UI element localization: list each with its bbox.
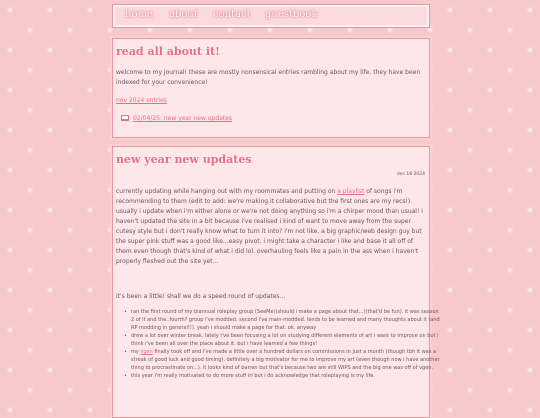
journal-intro-text: welcome to my journal! these are mostly nonsensical entries rambling about my life. they have been indexed for your convenience! [116,69,421,86]
post-panel [112,146,440,418]
entry-link[interactable]: 02/04/25: new year new updates [133,115,233,122]
journal-title: read all about it! [116,45,220,58]
update-list [113,308,441,380]
speed-round-intro: it's been a little! shall we do a speed round of updates... [116,293,286,300]
list-item: • ran the first round of my biannual roleplay group (SeeMe)(should i make a page about that...)(that'd be fun). it was season 2 of it and the..fourth? group i've modded. second i've main-modded. lends to be learned and many thoughts about it (and RP modding in general!!). yeah i should make a page for that. ok. anyway [131,308,441,332]
nav-contact-link[interactable]: contact [213,9,251,20]
vgen-link[interactable]: vgen [140,349,153,355]
category-link[interactable]: nov 2024 entries [116,97,167,104]
post-body: currently updating while hanging out with my roommates and putting on a playlist of songs i'm recommending to them (edit to add: we're making it collaborative but the first ones are my recs!). usually i update when i'm either alone or we're not doing anything so i'm a chirper mood than usual! i haven't updated the site in a bit because i've realised i kind of want to move away from the super cutesy style but i don't really know what to turn it into? i'm not like, a big graphic/web design guy but the super pink stuff was a good like...easy pivot. i might take a character i like and base it all off of them even though that's kind of what i did lol. overhauling feels like a pain in the ass when i haven't properly fleshed out the site yet... [116,188,423,265]
nav-home-link[interactable]: home [125,9,153,20]
list-item: • drew a lot over winter break. lately i've been focusing a lot on studying different elements of art i want to improve on but i think i've been all over the place about it. but i have learned a few things! [131,332,441,348]
list-item-text: finally took off and i've made a little over a hundred dollars on commissions in just a month (though tbh it was a streak of good luck and good timing). definitely a big motivator for me to improve my art (even though now i have another thing to procrastinate on...). it looks kind of barren but that's because two are still WIPS and the big one was off of vgen. [131,349,440,371]
envelope-icon [121,115,129,121]
post-date: dec 18 2024 [396,172,425,177]
nav-guestbook-link[interactable]: guestbook [265,9,318,20]
nav-about-link[interactable]: about [169,9,198,20]
journal-index-panel [112,38,430,138]
list-item: • this year i'm really motivated to do more stuff irl but i do acknowledge that roleplaying is my life. [131,372,441,380]
list-item: • my vgen finally took off and i've made a little over a hundred dollars on commissions in just a month (though tbh it was a streak of good luck and good timing). definitely a big motivator for me to improve my art (even though now i have another thing to procrastinate on...). it looks kind of barren but that's because two are still WIPS and the big one was off of vgen. [131,348,441,372]
top-nav [112,4,430,28]
playlist-link[interactable]: a playlist [337,188,365,195]
post-title: new year new updates [116,153,252,166]
